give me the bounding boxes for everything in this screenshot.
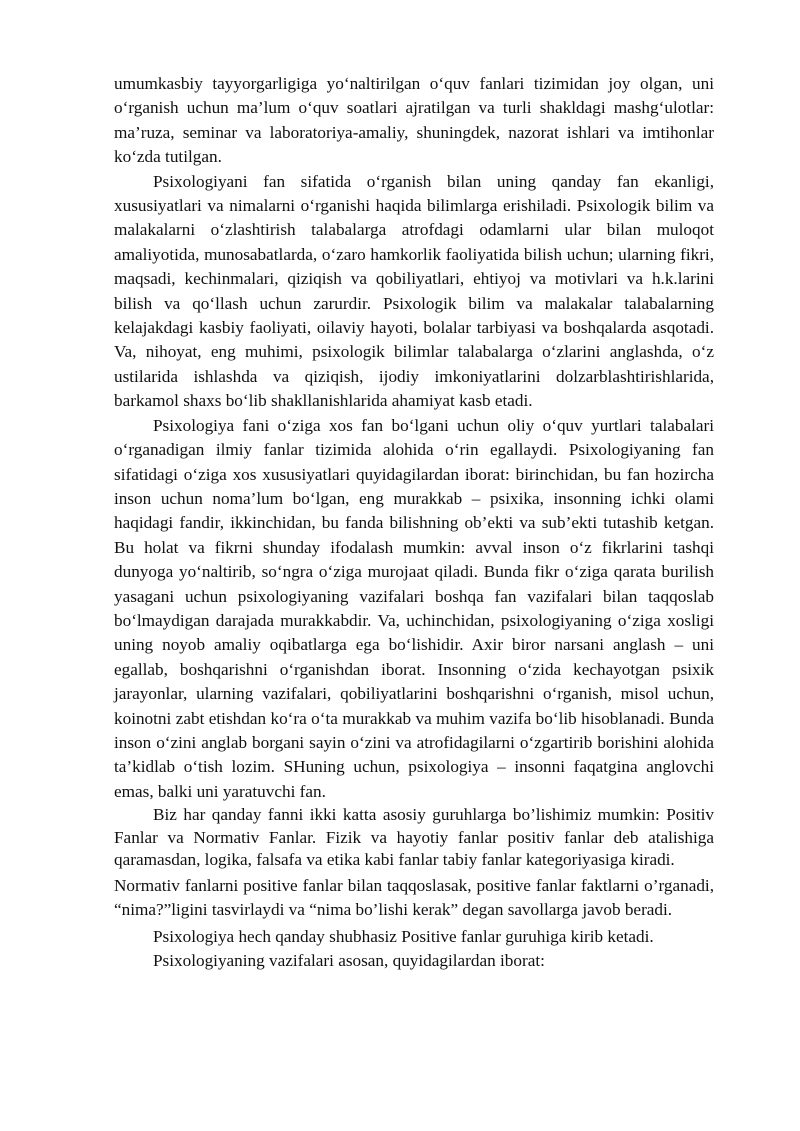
- paragraph-psychology-features: Psixologiya fani o‘ziga xos fan bo‘lgani uchun oliy o‘quv yurtlari talabalari o‘rganadigan ilmiy fanlar tizimida alohida o‘rin egallaydi. Psixologiyaning fan sifatidagi o‘ziga xos xususiyatlari quyidagilardan iborat: birinchidan, bu fan hozircha inson uchun noma’lum bo‘lgan, eng murakkab – psixika, insonning ichki olami haqidagi fandir, ikkinchidan, bu fanda bilishning ob’ekti va sub’ekti tutashib ketgan. Bu holat va fikrni shunday ifodalash mumkin: avval inson o‘z fikrlarini tashqi dunyoga yo‘naltirib, so‘ngra o‘ziga murojaat qiladi. Bunda fikr o‘ziga qarata burilish yasagani uchun psixologiyaning vazifalari boshqa fan vazifalari bilan taqqoslab bo‘lmaydigan darajada murakkabdir. Va, uchinchidan, psixologiyaning o‘ziga xosligi uning noyob amaliy oqibatlarga ega bo‘lishidir. Axir biror narsani anglash – uni egallab, boshqarishni o‘rganishdan iborat. Insonning o‘zida kechayotgan psixik jarayonlar, ularning vazifalari, qobiliyatlarini boshqarishni o‘rganish, misol uchun, koinotni zabt etishdan ko‘ra o‘ta murakkab va muhim vazifa bo‘lib hisoblanadi. Bunda inson o‘zini anglab borgani sayin o‘zini va atrofidagilarni o‘zgartirib borishini alohida ta’kidlab o‘tish lozim. SHuning uchun, psixologiya – insonni faqatgina anglovchi emas, balki uni yaratuvchi fan.: [114, 415, 714, 801]
- paragraph-continuation: umumkasbiy tayyorgarligiga yo‘naltirilgan o‘quv fanlari tizimidan joy olgan, uni o‘rganish uchun ma’lum o‘quv soatlari ajratilgan va turli shakldagi mashg‘ulotlar: ma’ruza, seminar va laboratoriya-amaliy, shuningdek, nazorat ishlari va imtihonlar ko‘zda tutilgan.: [114, 74, 714, 167]
- paragraph-normative-sciences: Normativ fanlarni positive fanlar bilan taqqoslasak, positive fanlar faktlarni o’rganadi, “nima?”ligini tasvirlaydi va “nima bo’lishi kerak” degan savollarga javob beradi.: [114, 875, 714, 920]
- paragraph-positive-group: Psixologiya hech qanday shubhasiz Positive fanlar guruhiga kirib ketadi.: [153, 926, 654, 946]
- paragraph-tasks-intro: Psixologiyaning vazifalari asosan, quyidagilardan iborat:: [153, 950, 545, 970]
- paragraph-science-groups: Biz har qanday fanni ikki katta asosiy guruhlarga bo’lishimiz mumkin: Positiv Fanlar va Normativ Fanlar. Fizik va hayotiy fanlar positiv fanlar deb atalishiga qaramasdan, logika, falsafa va etika kabi fanlar tabiy fanlar kategoriyasiga kiradi.: [114, 805, 714, 870]
- paragraph-psychology-as-science: Psixologiyani fan sifatida o‘rganish bilan uning qanday fan ekanligi, xususiyatlari va nimalarni o‘rganishi haqida bilimlarga erishiladi. Psixologik bilim va malakalarni o‘zlashtirish talabalarga atrofdagi odamlarni ular bilan muloqot amaliyotida, munosabatlarda, o‘zaro hamkorlik faoliyatida bilish uchun; ularning fikri, maqsadi, kechinmalari, qiziqish va qobiliyatlari, ehtiyoj va motivlari va h.k.larini bilish va qo‘llash uchun zarurdir. Psixologik bilim va malakalar talabalarning kelajakdagi kasbiy faoliyati, oilaviy hayoti, bolalar tarbiyasi va boshqalarda asqotadi. Va, nihoyat, eng muhimi, psixologik bilimlar talabalarga o‘zlarini anglashda, o‘z ustilarida ishlashda va qiziqish, ijodiy imkoniyatlarini dolzarblashtirishlarida, barkamol shaxs bo‘lib shakllanishlarida ahamiyat kasb etadi.: [114, 171, 714, 411]
- document-page: [114, 72, 714, 973]
